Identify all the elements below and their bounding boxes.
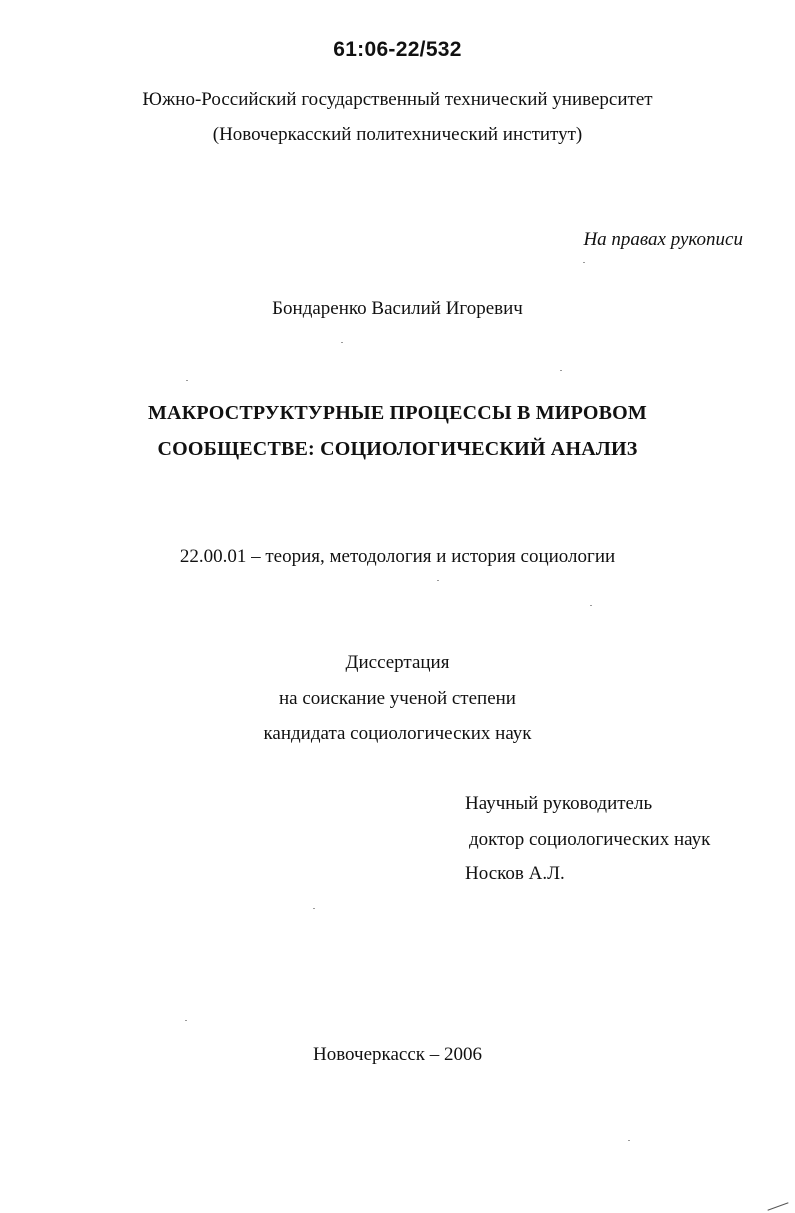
university-name: Южно-Российский государственный технический университет [142, 89, 653, 110]
scan-edge-mark [767, 1202, 788, 1210]
dissertation-label: Диссертация [345, 652, 450, 673]
archive-stamp: 61:06-22/532 [333, 38, 462, 61]
scan-speck [437, 580, 439, 581]
scan-speck [185, 1020, 187, 1021]
scan-speck [560, 370, 562, 371]
degree-purpose: на соискание ученой степени [279, 688, 516, 709]
supervisor-name: Носков А.Л. [465, 863, 565, 884]
scan-speck [186, 380, 188, 381]
specialty-code: 22.00.01 – теория, методология и история социологии [179, 546, 616, 567]
author-name: Бондаренко Василий Игоревич [272, 298, 523, 319]
institute-name: (Новочеркасский политехнический институт) [212, 124, 583, 145]
scan-speck [628, 1140, 630, 1141]
dissertation-title-line-1: МАКРОСТРУКТУРНЫЕ ПРОЦЕССЫ В МИРОВОМ [147, 402, 647, 424]
scan-speck [590, 605, 592, 606]
dissertation-title-line-2: СООБЩЕСТВЕ: СОЦИОЛОГИЧЕСКИЙ АНАЛИЗ [157, 438, 638, 460]
supervisor-label: Научный руководитель [465, 793, 653, 814]
scan-speck [313, 908, 315, 909]
degree-name: кандидата социологических наук [263, 723, 532, 744]
supervisor-degree: доктор социологических наук [469, 829, 711, 850]
city-year: Новочеркасск – 2006 [312, 1044, 483, 1065]
manuscript-note: На правах рукописи [583, 229, 743, 250]
scan-speck [341, 342, 343, 343]
scan-speck [583, 262, 585, 263]
